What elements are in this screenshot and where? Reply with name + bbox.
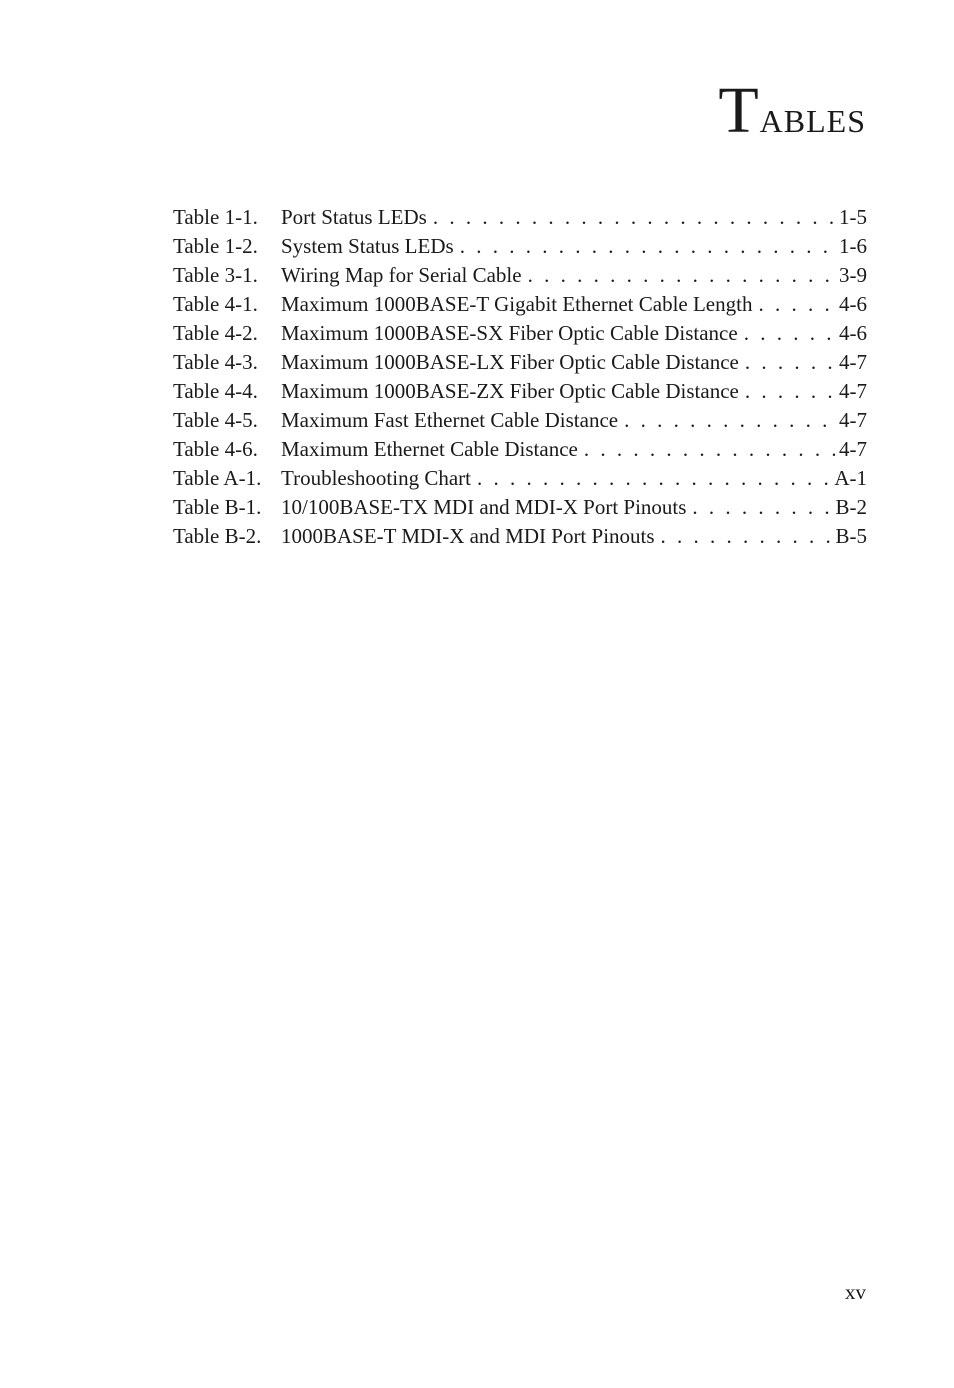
toc-dot-leader: [433, 203, 835, 232]
toc-dot-leader: [528, 261, 835, 290]
toc-entry-label: Table 1-1.: [173, 205, 258, 229]
toc-entry-title: System Status LEDs: [281, 234, 454, 258]
toc-entry-page: 4-7: [839, 437, 867, 461]
toc-entry-label: Table 4-5.: [173, 408, 258, 432]
toc-entry-page: B-2: [835, 495, 867, 519]
toc-entry[interactable]: [173, 261, 867, 290]
toc-dot-leader: [477, 464, 830, 493]
toc-entry-title: Troubleshooting Chart: [281, 466, 471, 490]
toc-entry[interactable]: [173, 493, 867, 522]
toc-entry-page: 3-9: [839, 263, 867, 287]
toc-entry-label: Table 4-3.: [173, 350, 258, 374]
toc-entry-label: Table 4-6.: [173, 437, 258, 461]
toc-entry-title: Port Status LEDs: [281, 205, 427, 229]
toc-entry-title: Maximum Ethernet Cable Distance: [281, 437, 578, 461]
toc-entry-page: 4-7: [839, 379, 867, 403]
toc-entry[interactable]: [173, 435, 867, 464]
toc-entry-label: Table 4-4.: [173, 379, 258, 403]
toc-dot-leader: [460, 232, 835, 261]
toc-entry-page: 1-5: [839, 205, 867, 229]
toc-entry-title: Wiring Map for Serial Cable: [281, 263, 522, 287]
toc-entry-page: 4-6: [839, 292, 867, 316]
toc-entry-label: Table B-1.: [173, 495, 262, 519]
toc-entry-page: 4-6: [839, 321, 867, 345]
toc-entry[interactable]: [173, 377, 867, 406]
toc-entry-title: Maximum 1000BASE-LX Fiber Optic Cable Distance: [281, 350, 739, 374]
page-number: xv: [845, 1280, 866, 1304]
toc-entry[interactable]: [173, 203, 867, 232]
page-title: [718, 74, 866, 147]
toc-entry-label: Table 1-2.: [173, 234, 258, 258]
toc-entry-label: Table 3-1.: [173, 263, 258, 287]
toc-entry[interactable]: [173, 232, 867, 261]
toc-entry-title: Maximum 1000BASE-SX Fiber Optic Cable Distance: [281, 321, 738, 345]
toc-entry-page: B-5: [835, 524, 867, 548]
toc-entry-title: Maximum 1000BASE-ZX Fiber Optic Cable Distance: [281, 379, 739, 403]
toc-entry[interactable]: [173, 464, 867, 493]
table-list: [173, 203, 867, 551]
toc-entry-label: Table 4-2.: [173, 321, 258, 345]
toc-entry-label: Table 4-1.: [173, 292, 258, 316]
toc-entry-page: 4-7: [839, 408, 867, 432]
toc-dot-leader: [692, 493, 831, 522]
page-title-initial: T: [718, 74, 760, 147]
toc-entry-page: 1-6: [839, 234, 867, 258]
toc-entry-title: Maximum Fast Ethernet Cable Distance: [281, 408, 619, 432]
toc-entry[interactable]: [173, 319, 867, 348]
toc-entry[interactable]: [173, 348, 867, 377]
toc-entry-page: A-1: [834, 466, 867, 490]
toc-entry-label: Table A-1.: [173, 466, 262, 490]
toc-dot-leader: [584, 435, 835, 464]
toc-entry[interactable]: [173, 290, 867, 319]
toc-entry[interactable]: [173, 406, 867, 435]
toc-dot-leader: [745, 348, 835, 377]
toc-dot-leader: [661, 522, 832, 551]
toc-dot-leader: [744, 319, 835, 348]
toc-entry[interactable]: [173, 522, 867, 551]
toc-entry-label: Table B-2.: [173, 524, 262, 548]
toc-dot-leader: [624, 406, 835, 435]
toc-dot-leader: [745, 377, 835, 406]
toc-entry-title: 1000BASE-T MDI-X and MDI Port Pinouts: [281, 524, 655, 548]
toc-entry-title: 10/100BASE-TX MDI and MDI-X Port Pinouts: [281, 495, 687, 519]
toc-entry-title: Maximum 1000BASE-T Gigabit Ethernet Cable Length: [281, 292, 753, 316]
page-title-rest: ables: [759, 91, 866, 142]
toc-entry-page: 4-7: [839, 350, 867, 374]
toc-dot-leader: [758, 290, 835, 319]
